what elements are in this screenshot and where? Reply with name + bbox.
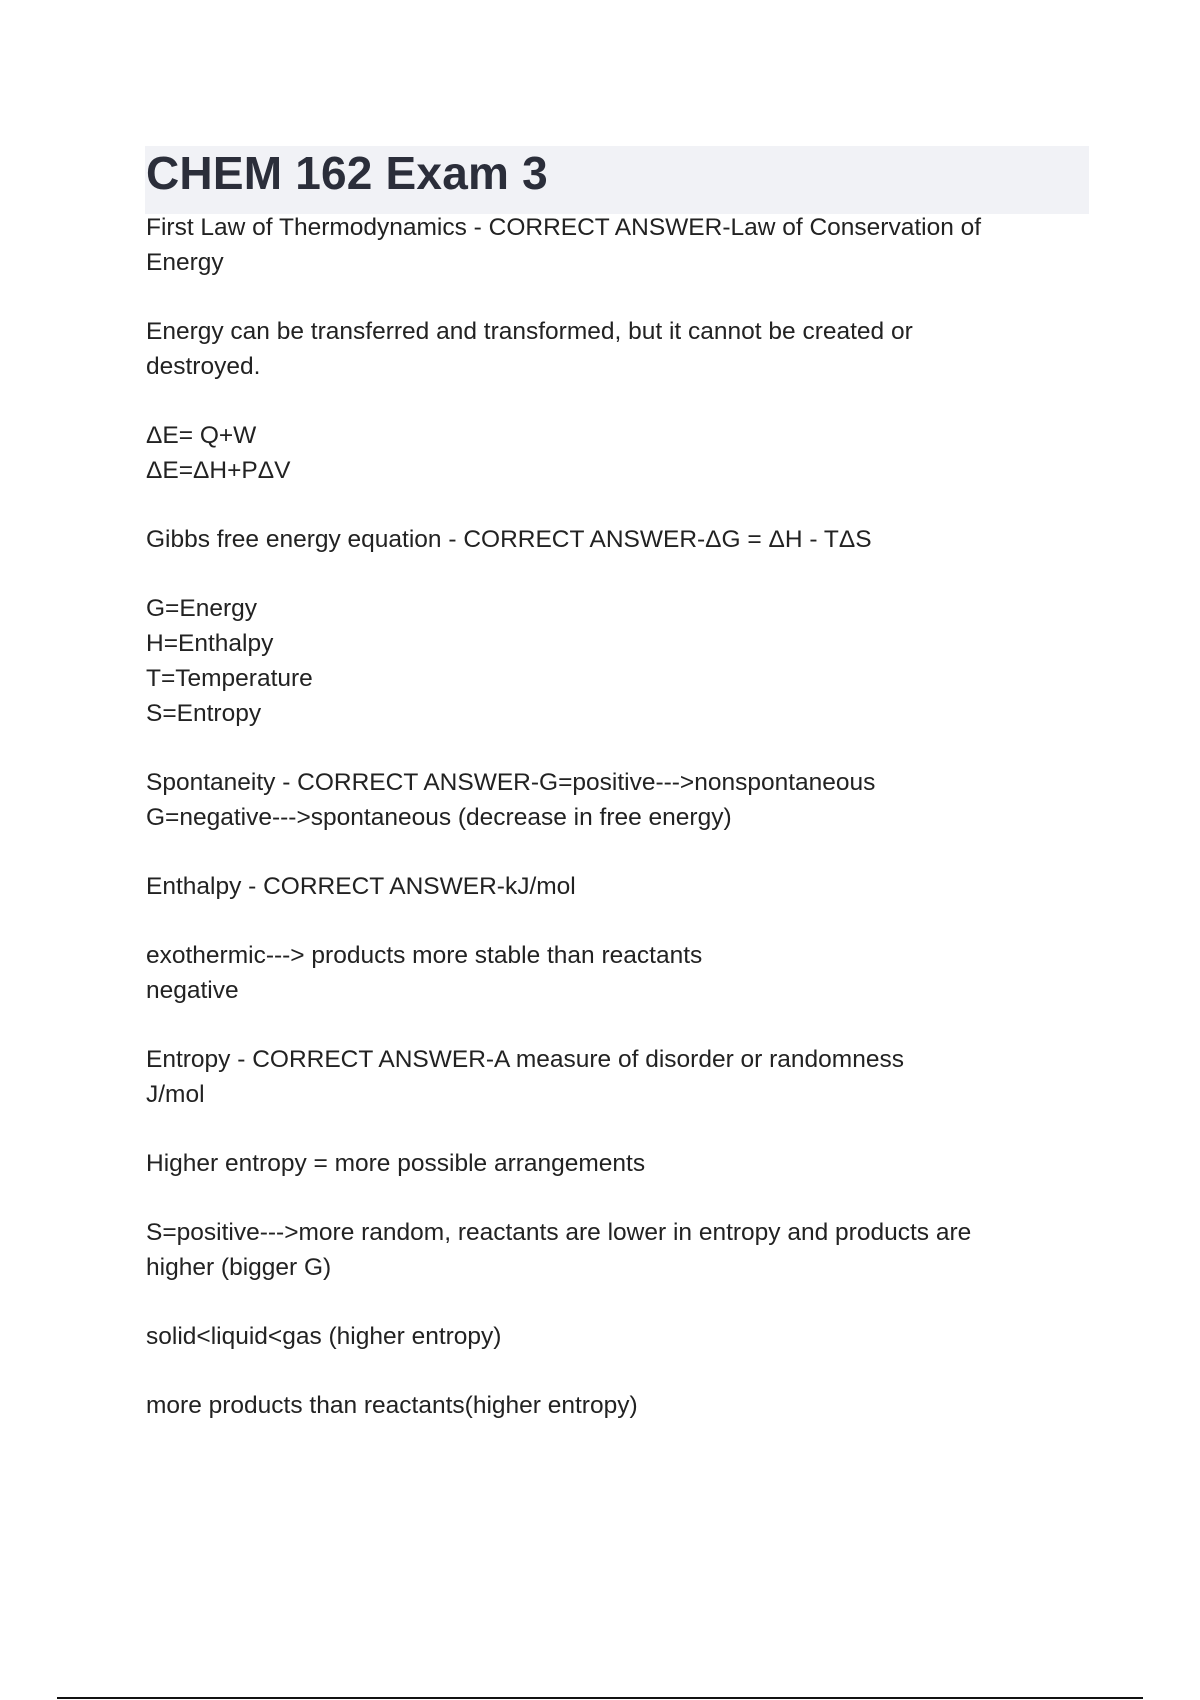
text-paragraph (146, 938, 1066, 1008)
text-line: destroyed. (146, 353, 261, 380)
text-paragraph (146, 1388, 1066, 1423)
text-line: more products than reactants(higher entropy) (146, 1392, 638, 1419)
text-line: ΔE=ΔH+PΔV (146, 457, 291, 484)
text-line: Higher entropy = more possible arrangements (146, 1150, 646, 1177)
text-line: H=Enthalpy (146, 630, 274, 657)
text-line: G=negative--->spontaneous (decrease in free energy) (146, 804, 732, 831)
text-line: G=Energy (146, 595, 257, 622)
text-line: ΔE= Q+W (146, 422, 257, 449)
text-line: J/mol (146, 1081, 205, 1108)
text-line: Energy (146, 249, 224, 276)
text-paragraph (146, 869, 1066, 904)
text-line: T=Temperature (146, 665, 313, 692)
text-line: Entropy - CORRECT ANSWER-A measure of disorder or randomness (146, 1046, 904, 1073)
text-paragraph (146, 765, 1066, 835)
text-paragraph (146, 418, 1066, 488)
text-line: S=Entropy (146, 700, 262, 727)
text-paragraph (146, 314, 1066, 384)
text-paragraph (146, 1146, 1066, 1181)
text-paragraph (146, 1042, 1066, 1112)
text-paragraph (146, 522, 1066, 557)
text-line: S=positive--->more random, reactants are lower in entropy and products are (146, 1219, 972, 1246)
text-paragraph (146, 1319, 1066, 1354)
text-line: Gibbs free energy equation - CORRECT ANSWER-ΔG = ΔH - TΔS (146, 526, 872, 553)
page-title: CHEM 162 Exam 3 (146, 147, 548, 199)
text-line: higher (bigger G) (146, 1254, 332, 1281)
text-line: negative (146, 977, 239, 1004)
document-body (146, 210, 1066, 1457)
text-line: solid<liquid<gas (higher entropy) (146, 1323, 502, 1350)
text-paragraph (146, 1215, 1066, 1285)
text-line: Energy can be transferred and transformed, but it cannot be created or (146, 318, 913, 345)
footer-divider (57, 1697, 1143, 1699)
text-line: Spontaneity - CORRECT ANSWER-G=positive--->nonspontaneous (146, 769, 876, 796)
text-paragraph (146, 210, 1066, 280)
text-line: First Law of Thermodynamics - CORRECT ANSWER-Law of Conservation of (146, 214, 982, 241)
text-paragraph (146, 591, 1066, 731)
text-line: exothermic---> products more stable than reactants (146, 942, 703, 969)
text-line: Enthalpy - CORRECT ANSWER-kJ/mol (146, 873, 576, 900)
